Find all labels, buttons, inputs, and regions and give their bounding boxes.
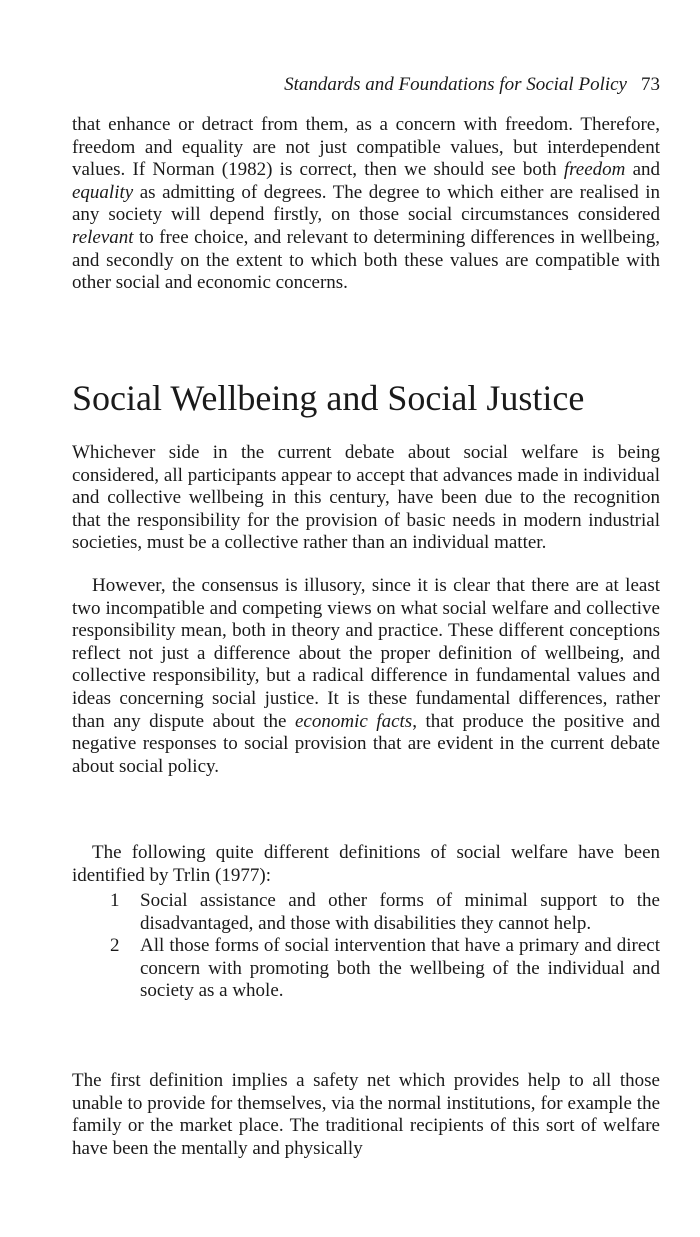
- paragraph-illusory-consensus: However, the consensus is illusory, since it is clear that there are at least two incompatible and competing views on what social welfare and collective responsibility mean, both in theory and practice. These different conceptions reflect not just a difference about the proper definition of wellbeing, and collective responsibility, but a radical difference in fundamental values and ideas concerning social justice. It is these fundamental differences, rather than any dispute about the economic facts, that produce the positive and negative responses to social provision that are evident in the current debate about social policy.: [72, 575, 660, 777]
- running-head: [72, 70, 660, 100]
- list-text: Social assistance and other forms of minimal support to the disadvantaged, and those with disabilities they cannot help.: [140, 890, 660, 934]
- list-item: [72, 935, 660, 1003]
- emphasis-freedom: freedom: [563, 159, 626, 181]
- section-heading: Social Wellbeing and Social Justice: [72, 378, 585, 418]
- emphasis-relevant: relevant: [72, 226, 134, 248]
- paragraph-definitions-intro: The following quite different definitions of social welfare have been identified by Trlin (1977):: [72, 842, 660, 886]
- list-number: 2: [110, 935, 120, 957]
- emphasis-equality: equality: [72, 181, 134, 203]
- paragraph-safety-net: The first definition implies a safety net which provides help to all those unable to provide for themselves, via the normal institutions, for example the family or the market place. The traditional recipients of this sort of welfare have been the mentally and physically: [72, 1070, 660, 1159]
- paragraph-consensus: Whichever side in the current debate about social welfare is being considered, all participants appear to accept that advances made in individual and collective wellbeing in this century, have been due to the recognition that the responsibility for the provision of basic needs in modern industrial societies, must be a collective rather than an individual matter.: [72, 442, 660, 554]
- paragraph-freedom-equality: that enhance or detract from them, as a concern with freedom. Therefore, freedom and equality are not just compatible values, but interdependent values. If Norman (1982) is correct, then we should see both freedom and equality as admitting of degrees. The degree to which either are realised in any society will depend firstly, on those social circumstances considered relevant to free choice, and relevant to determining differences in wellbeing, and secondly on the extent to which both these values are compatible with other social and economic concerns.: [72, 114, 661, 294]
- definitions-list: [72, 890, 660, 1003]
- page-number: 73: [641, 74, 660, 95]
- emphasis-economic-facts: economic facts: [295, 710, 413, 732]
- running-head-title: Standards and Foundations for Social Policy: [284, 74, 627, 95]
- list-item: [72, 890, 660, 935]
- list-number: 1: [110, 890, 120, 911]
- list-text: All those forms of social intervention that have a primary and direct concern with promoting both the wellbeing of the individual and society as a whole.: [140, 935, 660, 1002]
